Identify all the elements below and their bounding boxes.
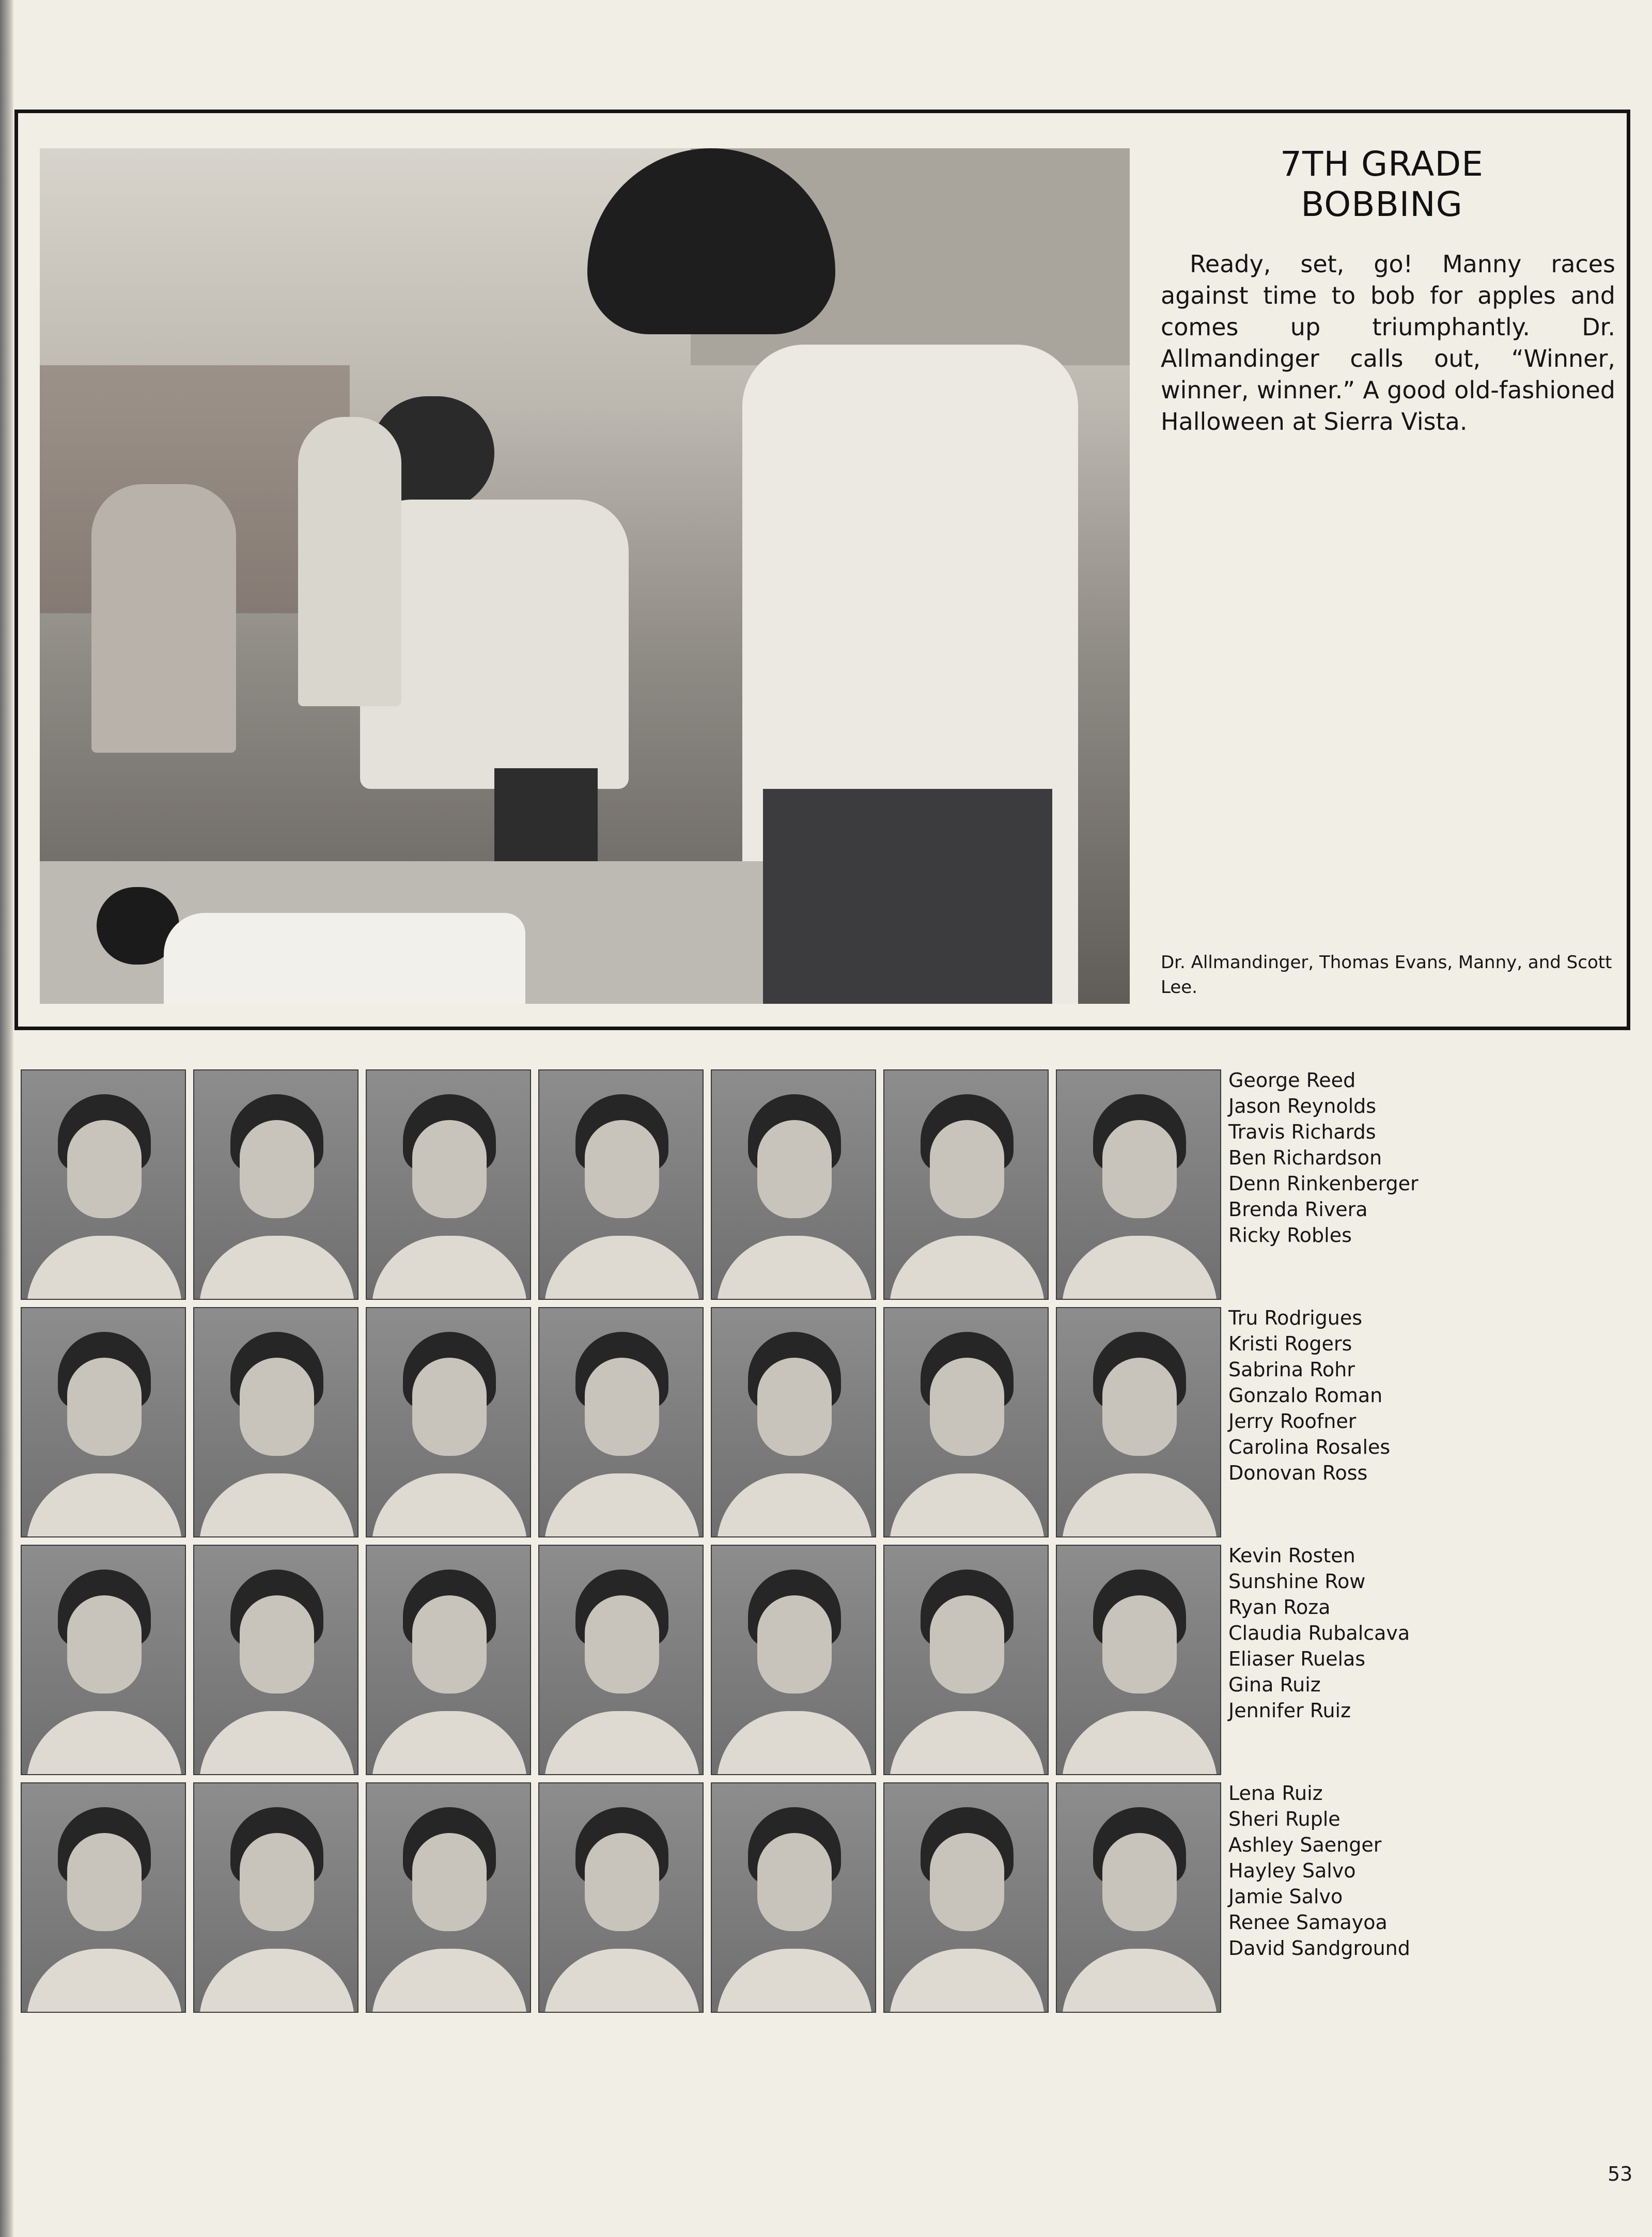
student-name: Jason Reynolds — [1228, 1095, 1377, 1117]
feature-title-line-2: BOBBING — [1301, 184, 1463, 224]
student-name: Lena Ruiz — [1228, 1782, 1323, 1805]
student-name: Denn Rinkenberger — [1228, 1172, 1419, 1195]
student-name: Jerry Roofner — [1228, 1410, 1357, 1433]
student-portrait — [1056, 1069, 1221, 1300]
student-name: Travis Richards — [1228, 1121, 1376, 1143]
halloween-bobbing-photo — [40, 148, 1130, 1004]
student-portrait — [21, 1545, 186, 1775]
student-portrait — [366, 1069, 531, 1300]
page-binding-shadow — [0, 0, 13, 2237]
student-portrait — [366, 1545, 531, 1775]
student-portrait — [711, 1307, 876, 1537]
student-name: George Reed — [1228, 1069, 1356, 1092]
student-portrait — [21, 1307, 186, 1537]
student-portrait — [1056, 1307, 1221, 1537]
feature-title — [1160, 144, 1604, 225]
portrait-grid — [21, 1069, 1221, 2013]
student-portrait — [883, 1069, 1049, 1300]
student-name: Gina Ruiz — [1228, 1673, 1321, 1696]
feature-story: Ready, set, go! Manny races against time to bob for apples and comes up triumphantly. Dr. Allmandinger calls out, “Winner, winner, winner.” A good old-fashioned Halloween at Sierra Vista. — [1161, 250, 1615, 436]
student-portrait — [538, 1307, 704, 1537]
student-name: Kristi Rogers — [1228, 1332, 1352, 1355]
student-portrait — [1056, 1545, 1221, 1775]
student-portrait — [883, 1545, 1049, 1775]
student-name: Carolina Rosales — [1228, 1436, 1391, 1458]
student-name: Eliaser Ruelas — [1228, 1648, 1366, 1670]
name-list-row-1 — [1228, 1067, 1487, 1248]
student-name: Ricky Robles — [1228, 1224, 1352, 1247]
student-portrait — [711, 1782, 876, 2013]
student-portrait — [366, 1782, 531, 2013]
student-name: Hayley Salvo — [1228, 1859, 1356, 1882]
student-portrait — [193, 1545, 359, 1775]
student-name: Ryan Roza — [1228, 1596, 1331, 1619]
student-name: Jennifer Ruiz — [1228, 1699, 1351, 1722]
student-name: Sabrina Rohr — [1228, 1358, 1355, 1381]
name-list-row-2 — [1228, 1305, 1487, 1486]
student-name: David Sandground — [1228, 1937, 1410, 1960]
student-portrait — [711, 1545, 876, 1775]
student-name: Ben Richardson — [1228, 1146, 1382, 1169]
feature-box — [14, 110, 1630, 1030]
student-name: Tru Rodrigues — [1228, 1307, 1363, 1329]
photo-caption: Dr. Allmandinger, Thomas Evans, Manny, and Scott Lee. — [1161, 952, 1612, 998]
student-portrait — [366, 1307, 531, 1537]
student-name: Claudia Rubalcava — [1228, 1622, 1410, 1644]
name-list-row-4 — [1228, 1780, 1487, 1961]
student-name: Sheri Ruple — [1228, 1808, 1341, 1830]
student-name: Sunshine Row — [1228, 1570, 1366, 1593]
student-name: Kevin Rosten — [1228, 1544, 1355, 1567]
student-portrait — [21, 1782, 186, 2013]
student-portrait — [711, 1069, 876, 1300]
student-portrait — [21, 1069, 186, 1300]
student-portrait — [193, 1307, 359, 1537]
student-name: Donovan Ross — [1228, 1462, 1368, 1484]
student-name: Renee Samayoa — [1228, 1911, 1388, 1934]
page-number: 53 — [1608, 2163, 1633, 2185]
student-portrait — [1056, 1782, 1221, 2013]
student-name: Ashley Saenger — [1228, 1834, 1382, 1856]
student-portrait — [538, 1545, 704, 1775]
feature-title-line-1: 7TH GRADE — [1280, 144, 1484, 184]
student-name: Brenda Rivera — [1228, 1198, 1368, 1221]
student-portrait — [883, 1307, 1049, 1537]
student-portrait — [538, 1782, 704, 2013]
student-portrait — [193, 1069, 359, 1300]
student-portrait — [883, 1782, 1049, 2013]
student-portrait — [538, 1069, 704, 1300]
student-name: Gonzalo Roman — [1228, 1384, 1383, 1407]
student-portrait — [193, 1782, 359, 2013]
student-name: Jamie Salvo — [1228, 1885, 1343, 1908]
name-list-row-3 — [1228, 1543, 1487, 1723]
